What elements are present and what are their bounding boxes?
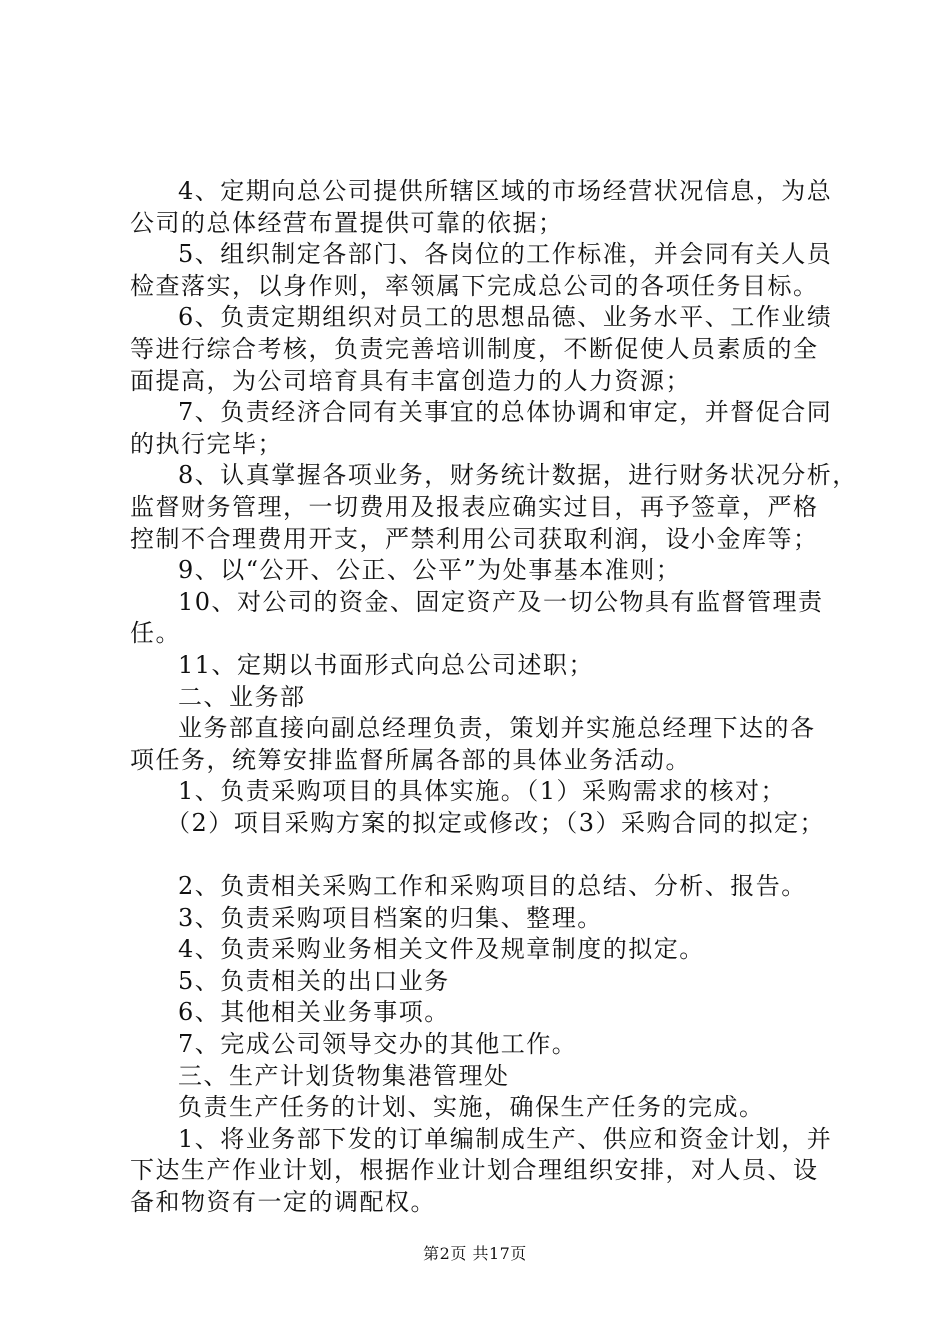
paragraph-line: 业务部直接向副总经理负责，策划并实施总经理下达的各 xyxy=(178,714,816,743)
document-body xyxy=(130,176,858,1219)
section-heading: 三、生产计划货物集港管理处 xyxy=(178,1061,510,1090)
paragraph-line: 公司的总体经营布置提供可靠的依据； xyxy=(130,208,564,237)
paragraph-line: 5、组织制定各部门、各岗位的工作标准，并会同有关人员 xyxy=(178,240,833,269)
page-number-footer: 第2页 共17页 xyxy=(423,1244,527,1263)
paragraph-line: 8、认真掌握各项业务，财务统计数据，进行财务状况分析， xyxy=(178,461,858,490)
paragraph-line: 6、负责定期组织对员工的思想品德、业务水平、工作业绩 xyxy=(178,303,833,332)
paragraph-line: 4、负责采购业务相关文件及规章制度的拟定。 xyxy=(178,935,705,964)
paragraph-line: 任。 xyxy=(130,619,181,648)
paragraph-line: 面提高，为公司培育具有丰富创造力的人力资源； xyxy=(130,366,691,395)
paragraph-line: 4、定期向总公司提供所辖区域的市场经营状况信息，为总 xyxy=(178,177,833,205)
paragraph-line: 的执行完毕； xyxy=(130,429,283,458)
paragraph-line: 9、以“公开、公正、公平”为处事基本准则； xyxy=(178,556,682,585)
paragraph-line: 1、负责采购项目的具体实施。（1）采购需求的核对； xyxy=(178,777,787,806)
paragraph-line: 11、定期以书面形式向总公司述职； xyxy=(178,650,595,679)
paragraph-line: 控制不合理费用开支，严禁利用公司获取利润，设小金库等； xyxy=(130,524,819,553)
paragraph-line: 6、其他相关业务事项。 xyxy=(178,998,450,1027)
paragraph-line: 3、负责采购项目档案的归集、整理。 xyxy=(178,903,603,932)
paragraph-line: 5、负责相关的出口业务 xyxy=(178,966,450,995)
paragraph-line: 等进行综合考核，负责完善培训制度，不断促使人员素质的全 xyxy=(130,334,819,363)
paragraph-line: （2）项目采购方案的拟定或修改；（3）采购合同的拟定； xyxy=(166,808,826,837)
paragraph-line: 7、完成公司领导交办的其他工作。 xyxy=(178,1030,578,1059)
paragraph-line: 负责生产任务的计划、实施，确保生产任务的完成。 xyxy=(178,1093,765,1122)
section-heading: 二、业务部 xyxy=(178,682,306,711)
paragraph-line: 下达生产作业计划，根据作业计划合理组织安排，对人员、设 xyxy=(130,1156,819,1185)
paragraph-line: 10、对公司的资金、固定资产及一切公物具有监督管理责 xyxy=(178,587,824,616)
paragraph-line: 备和物资有一定的调配权。 xyxy=(130,1188,436,1216)
paragraph-line: 2、负责相关采购工作和采购项目的总结、分析、报告。 xyxy=(178,872,807,901)
blank-line xyxy=(130,839,830,871)
paragraph-line: 7、负责经济合同有关事宜的总体协调和审定，并督促合同 xyxy=(178,398,833,427)
paragraph-line: 监督财务管理，一切费用及报表应确实过目，再予签章，严格 xyxy=(130,492,819,521)
paragraph-line: 项任务，统筹安排监督所属各部的具体业务活动。 xyxy=(130,745,691,774)
paragraph-line: 检查落实，以身作则，率领属下完成总公司的各项任务目标。 xyxy=(130,271,819,300)
paragraph-line: 1、将业务部下发的订单编制成生产、供应和资金计划，并 xyxy=(178,1124,833,1153)
